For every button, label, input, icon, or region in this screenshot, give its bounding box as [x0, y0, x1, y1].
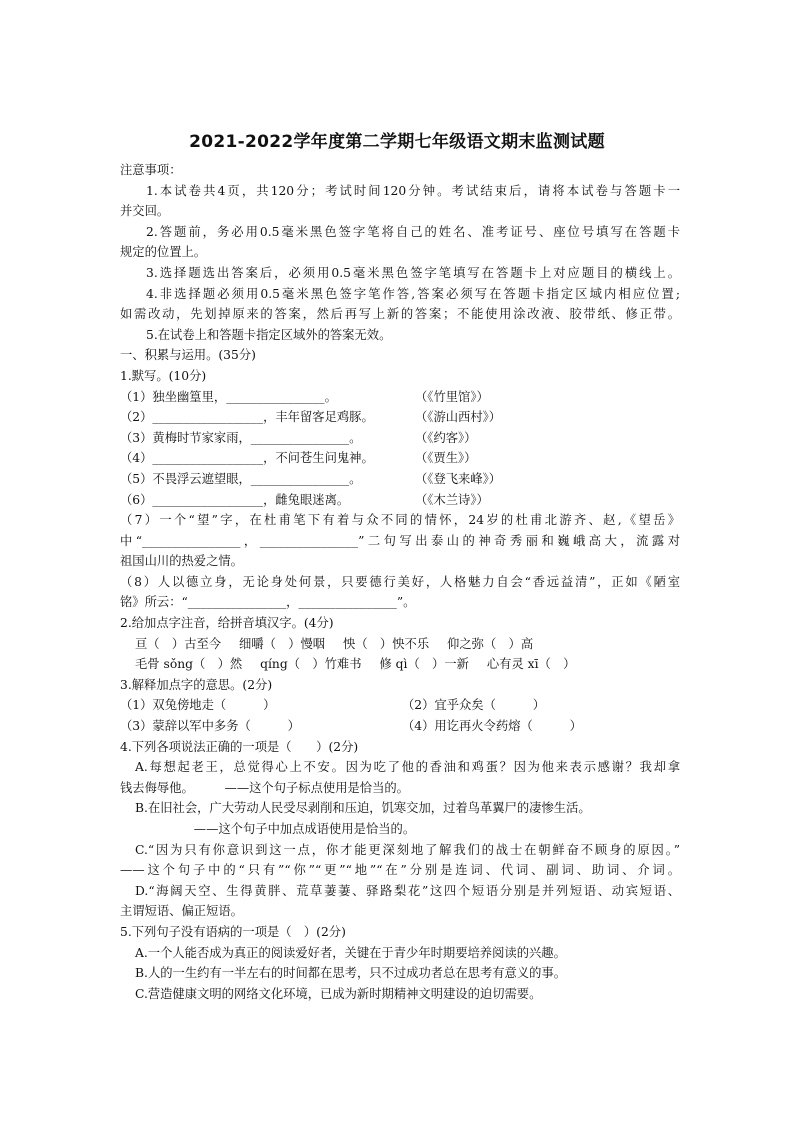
option-line: B.在旧社会，广大劳动人民受尽剥削和压迫，饥寒交加，过着鸟革翼尸的凄惨生活。 [135, 801, 591, 816]
notice-line: 1.本试卷共4页，共120分；考试时间120分钟。考试结束后，请将本试卷与答题卡一 [146, 183, 680, 198]
notice-line: 规定的位置上。 [120, 245, 207, 260]
notice-heading: 注意事项： [120, 163, 182, 177]
recite-text: （3）黄梅时节家家雨，________________。 [120, 430, 362, 445]
option-line: A.每想起老王，总觉得心上不安。因为吃了他的香油和鸡蛋？因为他来表示感谢？我却拿 [135, 760, 680, 775]
recite-source: （《登飞来峰》） [415, 471, 502, 486]
recite-source: （《约客》） [415, 430, 477, 445]
pinyin-item: qíng（ ）竹难书 [260, 657, 362, 672]
recite-source: （《游山西村》） [415, 410, 502, 425]
option-line: 钱去侮辱他。 ——这个句子标点使用是恰当的。 [120, 780, 409, 795]
notice-line: 并交回。 [120, 204, 170, 219]
recite-text: （5）不畏浮云遮望眼，________________。 [120, 471, 362, 486]
recite-source: （《竹里馆》） [415, 389, 489, 404]
recite-line [120, 387, 680, 408]
question-heading: 4.下列各项说法正确的一项是（ ）(2分) [120, 739, 359, 754]
option-line: C.营造健康文明的网络文化环境，已成为新时期精神文明建设的迫切需要。 [135, 986, 542, 1001]
question-2 [120, 613, 680, 675]
recite-source: （《木兰诗》） [415, 492, 489, 507]
option-line: D.“海阔天空、生得黄胖、荒草萋萋、驿路梨花”这四个短语分别是并列短语、动宾短语、 [135, 883, 680, 898]
question-heading: 5.下列句子没有语病的一项是（ ）(2分) [120, 924, 346, 939]
recite-paragraph: 铭》所云：“________________，________________”。 [120, 595, 416, 610]
recite-text: （1）独坐幽篁里，________________。 [120, 389, 337, 404]
notice-section [120, 160, 680, 345]
pinyin-item: 怏（ ）怏不乐 [343, 636, 430, 651]
notice-line: 2.答题前，务必用0.5毫米黑色签字笔将自己的姓名、准考证号、座位号填写在答题卡 [146, 224, 680, 239]
recite-text: （2）__________________，丰年留客足鸡豚。 [120, 410, 374, 425]
notice-line: 5.在试卷上和答题卡指定区域外的答案无效。 [146, 327, 392, 342]
pinyin-item: 毛骨 sǒng（ ）然 [135, 657, 243, 672]
pinyin-row [120, 634, 680, 655]
recite-paragraph: 中“________________，________________”二句写出泰山的神奇秀丽和巍峨高大，流露对 [120, 533, 680, 548]
pinyin-row [120, 654, 680, 675]
pinyin-item: 修 qì（ ）一新 [379, 657, 469, 672]
section-heading: 一、积累与运用。(35分) [120, 348, 256, 363]
recite-line [120, 448, 680, 469]
explain-item: （2）宜乎众矣（ ） [402, 698, 546, 713]
question-3 [120, 675, 680, 737]
explain-item: （4）用讫再火令药熔（ ） [402, 719, 582, 734]
option-line: ——这个句子中加点成语使用是恰当的。 [120, 822, 416, 836]
pinyin-item: 亘（ ）古至今 [135, 636, 222, 651]
question-heading: 1.默写。(10分) [120, 368, 207, 383]
exam-content [120, 160, 680, 1004]
recite-paragraph: （8）人以德立身，无论身处何景，只要德行美好，人格魅力自会“香远益清”，正如《陋室 [120, 574, 680, 589]
recite-line [120, 490, 680, 511]
question-5 [120, 922, 680, 1004]
recite-text: （6）__________________，雌兔眼迷离。 [120, 492, 350, 507]
explain-item: （3）蒙辞以军中多务（ ） [120, 719, 300, 734]
pinyin-item: 仰之弥（ ）高 [447, 636, 534, 651]
recite-line [120, 428, 680, 449]
option-line: A.一个人能否成为真正的阅读爱好者，关键在于青少年时期要培养阅读的兴趣。 [135, 945, 566, 960]
question-4 [120, 737, 680, 922]
recite-line [120, 407, 680, 428]
recite-source: （《贾生》） [415, 451, 477, 466]
question-1 [120, 366, 680, 613]
notice-line: 3.选择题选出答案后，必须用0.5毫米黑色签字笔填写在答题卡上对应题目的横线上。 [146, 265, 680, 280]
question-heading: 3.解释加点字的意思。(2分) [120, 677, 273, 692]
recite-text: （4）__________________，不问苍生问鬼神。 [120, 451, 374, 466]
pinyin-item: 细嚼（ ）慢咽 [239, 636, 326, 651]
option-line: C.“因为只有你意识到这一点，你才能更深刻地了解我们的战士在朝鲜奋不顾身的原因。” [135, 842, 680, 857]
recite-paragraph: （7）一个“望”字，在杜甫笔下有着与众不同的情怀，24岁的杜甫北游齐、赵,《望岳》 [120, 513, 680, 528]
notice-line: 4.非选择题必须用0.5毫米黑色签字笔作答,答案必须写在答题卡指定区域内相应位置; [146, 286, 680, 301]
explain-row [120, 716, 680, 737]
page-title: 2021-2022学年度第二学期七年级语文期末监测试题 [189, 132, 605, 152]
notice-line: 如需改动，先划掉原来的答案，然后再写上新的答案；不能使用涂改液、胶带纸、修正带。 [120, 307, 680, 322]
explain-row [120, 695, 680, 716]
question-heading: 2.给加点字注音，给拼音填汉字。(4分) [120, 616, 334, 631]
pinyin-item: 心有灵 xī（ ） [486, 657, 576, 672]
recite-line [120, 469, 680, 490]
option-line: B.人的一生约有一半左右的时间都在思考，只不过成功者总在思考有意义的事。 [135, 966, 567, 981]
option-line: 主谓短语、偏正短语。 [120, 904, 243, 919]
explain-item: （1）双兔傍地走（ ） [120, 698, 276, 713]
recite-paragraph: 祖国山川的热爱之情。 [120, 554, 243, 569]
option-line: ——这个句子中的“只有”“你”“更”“地”“在”分别是连词、代词、副词、助词、介词。 [120, 863, 680, 878]
